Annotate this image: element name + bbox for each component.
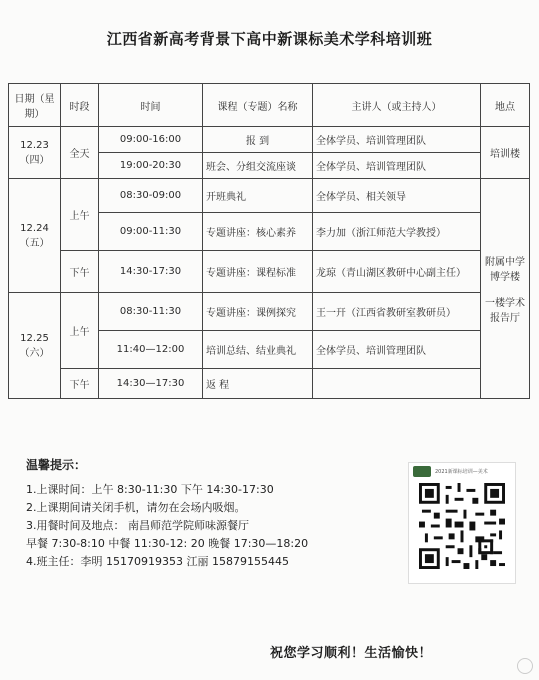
course-cell: 开班典礼 [203,179,313,213]
table-row [9,251,530,293]
header-date: 日期（星期） [9,84,61,127]
tips-line: 2.上课期间请关闭手机，请勿在会场内吸烟。 [26,501,246,514]
qr-code-icon [419,483,505,569]
course-cell: 报 到 [203,127,313,153]
qr-card [408,462,516,584]
time-cell: 09:00-11:30 [99,213,203,251]
table-row [9,293,530,331]
header-period: 时段 [61,84,99,127]
tips-line: 4.班主任：李明 15170919353 江丽 15879155445 [26,555,289,568]
table-row [9,127,530,153]
brand-logo [413,466,431,477]
speaker-cell: 全体学员、培训管理团队 [313,127,481,153]
course-cell: 培训总结、结业典礼 [203,331,313,369]
course-cell: 专题讲座：课例探究 [203,293,313,331]
tips-section [26,456,308,571]
speaker-cell: 王一幵（江西省教研室教研员） [313,293,481,331]
speaker-cell: 全体学员、培训管理团队 [313,153,481,179]
speaker-cell: 李力加（浙江师范大学教授） [313,213,481,251]
table-row [9,179,530,213]
header-place: 地点 [481,84,530,127]
period-cell: 下午 [61,251,99,293]
course-cell: 专题讲座：课程标准 [203,251,313,293]
time-cell: 09:00-16:00 [99,127,203,153]
date-cell: 12.24（五） [9,179,61,293]
table-row [9,369,530,399]
speaker-cell: 全体学员、相关领导 [313,179,481,213]
tips-heading: 温馨提示： [26,458,87,472]
page-title: 江西省新高考背景下高中新课标美术学科培训班 [106,30,433,48]
speaker-cell [313,369,481,399]
header-course: 课程（专题）名称 [203,84,313,127]
closing-message: 祝您学习顺利！生活愉快！ [270,646,433,661]
watermark-icon [517,658,533,674]
speaker-cell: 全体学员、培训管理团队 [313,331,481,369]
time-cell: 19:00-20:30 [99,153,203,179]
time-cell: 14:30—17:30 [99,369,203,399]
time-cell: 11:40—12:00 [99,331,203,369]
table-header-row [9,84,530,127]
place-cell: 培训楼 [481,127,530,179]
place-cell: 附属中学博学楼 一楼学术报告厅 [481,179,530,399]
course-cell: 专题讲座：核心素养 [203,213,313,251]
date-cell: 12.25（六） [9,293,61,399]
period-cell: 上午 [61,293,99,369]
header-speaker: 主讲人（或主持人） [313,84,481,127]
schedule-table [8,83,530,399]
qr-caption: 2021新课标培训—美术 [435,469,488,475]
period-cell: 全天 [61,127,99,179]
header-time: 时间 [99,84,203,127]
course-cell: 返 程 [203,369,313,399]
tips-line: 早餐 7:30-8:10 中餐 11:30-12: 20 晚餐 17:30—18:20 [26,537,309,550]
time-cell: 08:30-11:30 [99,293,203,331]
period-cell: 上午 [61,179,99,251]
tips-line: 3.用餐时间及地点： 南昌师范学院师味源餐厅 [26,519,249,532]
course-cell: 班会、分组交流座谈 [203,153,313,179]
time-cell: 14:30-17:30 [99,251,203,293]
time-cell: 08:30-09:00 [99,179,203,213]
speaker-cell: 龙琼（青山湖区教研中心副主任） [313,251,481,293]
date-cell: 12.23（四） [9,127,61,179]
period-cell: 下午 [61,369,99,399]
tips-line: 1.上课时间：上午 8:30-11:30 下午 14:30-17:30 [26,483,274,496]
